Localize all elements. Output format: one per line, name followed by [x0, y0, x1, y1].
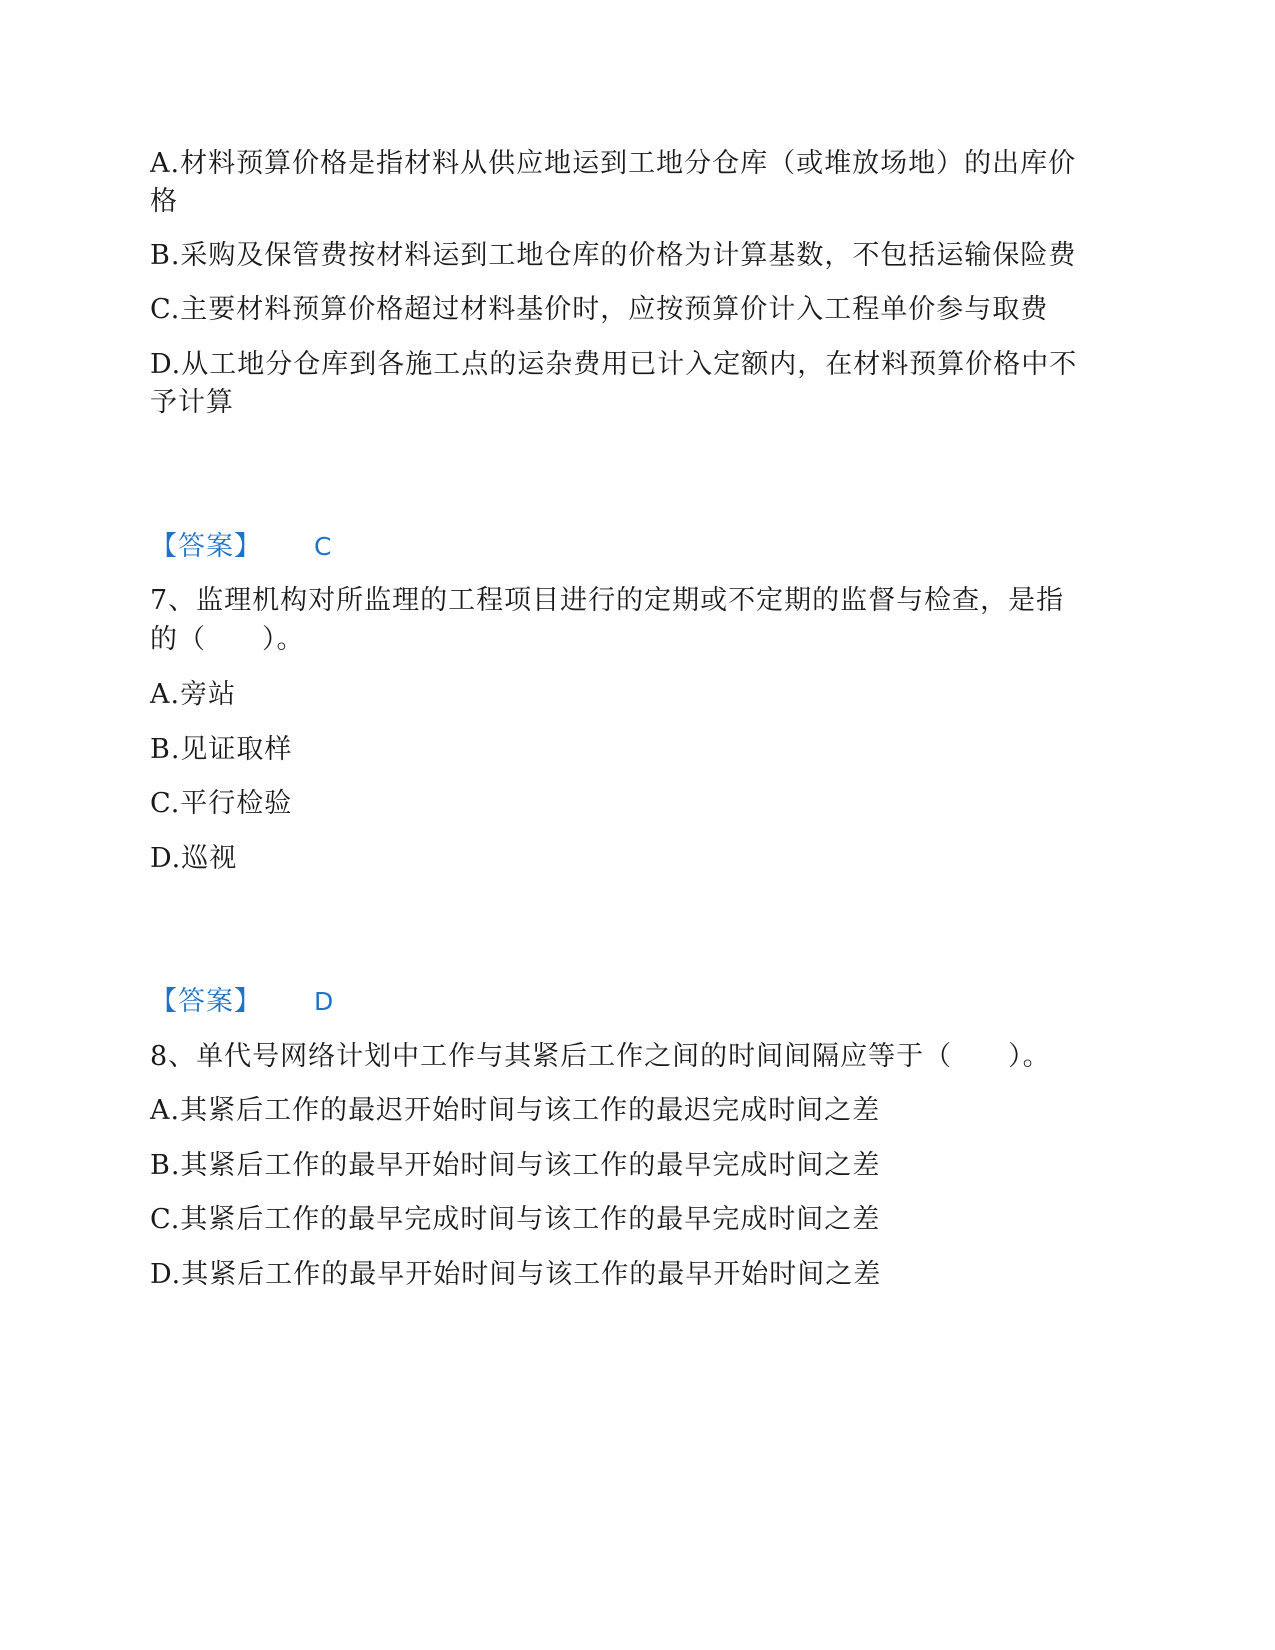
q8-option-b: B.其紧后工作的最早开始时间与该工作的最早完成时间之差 [150, 1150, 881, 1181]
q7-answer-label: 【答案】 [150, 986, 262, 1017]
q8-option-a: A.其紧后工作的最迟开始时间与该工作的最迟完成时间之差 [150, 1095, 881, 1126]
q7-answer-value: D [314, 987, 334, 1016]
q8-stem: 8、单代号网络计划中工作与其紧后工作之间的时间间隔应等于（ ）。 [150, 1041, 1051, 1072]
q6-option-a-line2: 格 [150, 186, 178, 217]
q6-answer [150, 526, 331, 568]
q6-option-c: C.主要材料预算价格超过材料基价时，应按预算价计入工程单价参与取费 [150, 294, 1049, 325]
q7-option-c: C.平行检验 [150, 788, 293, 819]
q6-answer-value: C [314, 532, 332, 561]
q7-stem-line2: 的（ ）。 [150, 624, 305, 655]
q7-option-d: D.巡视 [150, 843, 238, 874]
q8-option-d: D.其紧后工作的最早开始时间与该工作的最早开始时间之差 [150, 1259, 882, 1290]
q6-option-a-line1: A.材料预算价格是指材料从供应地运到工地分仓库（或堆放场地）的出库价 [150, 148, 1077, 179]
q6-option-d-line2: 予计算 [150, 387, 234, 418]
q6-option-b: B.采购及保管费按材料运到工地仓库的价格为计算基数，不包括运输保险费 [150, 240, 1077, 271]
q6-option-d-line1: D.从工地分仓库到各施工点的运杂费用已计入定额内，在材料预算价格中不 [150, 349, 1078, 380]
q8-option-c: C.其紧后工作的最早完成时间与该工作的最早完成时间之差 [150, 1204, 881, 1235]
q7-option-a: A.旁站 [150, 679, 237, 710]
q7-answer [150, 981, 333, 1023]
q7-stem-line1: 7、监理机构对所监理的工程项目进行的定期或不定期的监督与检查，是指 [150, 585, 1065, 616]
q6-answer-label: 【答案】 [150, 531, 262, 562]
q7-option-b: B.见证取样 [150, 734, 293, 765]
